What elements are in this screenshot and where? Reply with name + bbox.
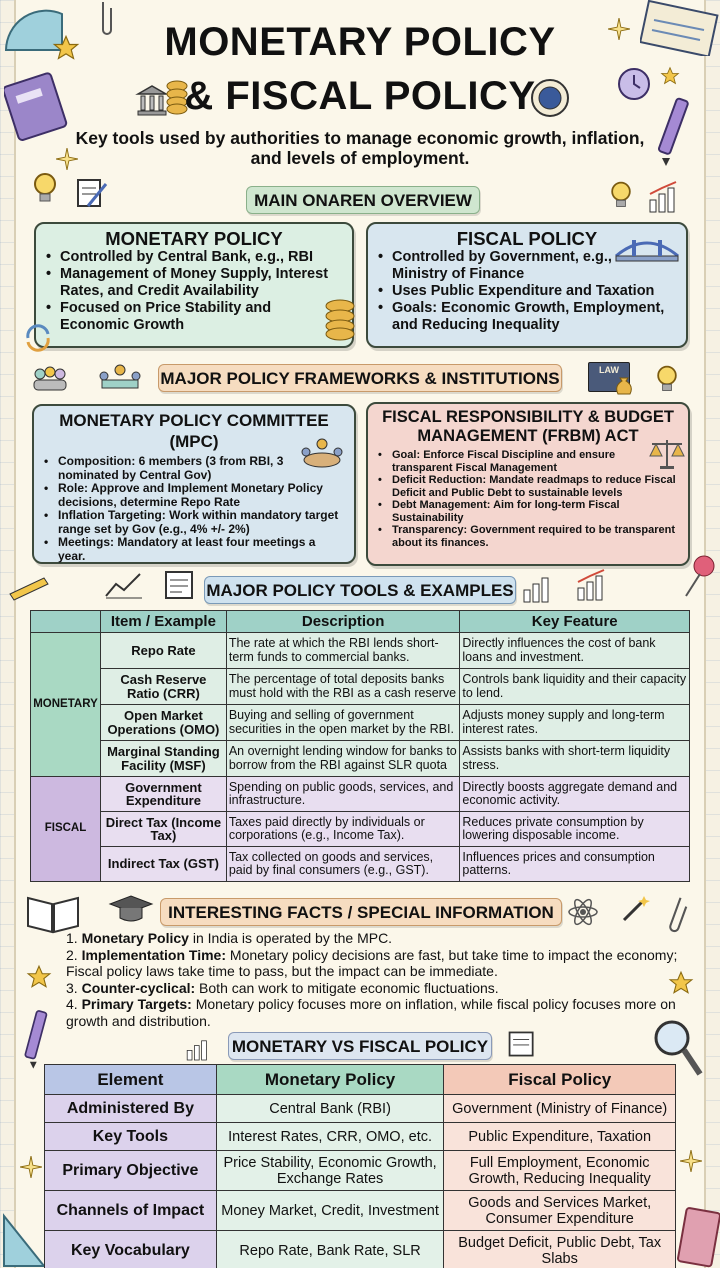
monetary-overview-title: MONETARY POLICY [105,228,283,249]
table-cell: Cash Reserve Ratio (CRR) [100,669,226,705]
table-cell: Taxes paid directly by individuals or corporations (e.g., Income Tax). [226,812,460,847]
table-cell: Central Bank (RBI) [216,1095,444,1123]
frbm-title-line-1: FISCAL RESPONSIBILITY & BUDGET [382,408,674,426]
table-cell: Spending on public goods, services, and infrastructure. [226,777,460,812]
facts-list [66,930,700,1029]
table-row [31,705,690,741]
bridge-icon [614,228,680,268]
people-group-icon [30,364,70,392]
monetary-overview-card [34,222,354,348]
list-item: 1. Monetary Policy in India is operated by the MPC. [66,930,393,946]
table-row [31,669,690,705]
table-header: Description [226,611,460,633]
list-item: • Goals: Economic Growth, Employment, and Reducing Inequality [378,300,676,334]
list-item: • Inflation Targeting: Work within mandatory target range set by Gov (e.g., 4% +/- 2%) [44,509,344,536]
table-cell: Public Expenditure, Taxation [444,1123,676,1151]
page-title-line-1: MONETARY POLICY [164,20,556,64]
table-row [31,741,690,777]
refresh-arrows-icon [22,322,54,354]
notepad-icon [506,1028,538,1060]
notepad-icon [162,568,198,602]
table-cell: Marginal Standing Facility (MSF) [100,741,226,777]
star-icon [26,964,52,990]
table-row [31,812,690,847]
table-cell: Government Expenditure [100,777,226,812]
frbm-title-line-2: MANAGEMENT (FRBM) ACT [417,427,639,445]
list-item: • Uses Public Expenditure and Taxation [378,283,676,300]
table-header: Element [45,1065,217,1095]
law-book-label: LAW [599,365,619,375]
table-cell: Influences prices and consumption patterns. [460,847,690,882]
table-cell: Controls bank liquidity and their capacity to lend. [460,669,690,705]
fiscal-category-cell: FISCAL [31,777,101,882]
meeting-table-icon [96,362,144,398]
table-cell: Indirect Tax (GST) [100,847,226,882]
scales-icon [648,436,686,470]
table-cell: Budget Deficit, Public Debt, Tax Slabs [444,1231,676,1268]
table-cell: Directly boosts aggregate demand and economic activity. [460,777,690,812]
table-row [45,1095,676,1123]
bar-chart-icon [574,566,614,604]
bar-chart-icon [184,1034,216,1062]
list-item: 3. Counter-cyclical: Both can work to mitigate economic fluctuations. [66,979,499,996]
money-bag-icon [612,372,636,396]
notebook-icon [676,1206,720,1268]
table-cell: The rate at which the RBI lends short-term funds to commercial banks. [226,633,460,669]
pencil-icon [8,574,52,602]
comparison-banner: MONETARY VS FISCAL POLICY [228,1032,492,1060]
graduation-cap-icon [108,892,154,924]
table-cell: Repo Rate [100,633,226,669]
table-cell: Assists banks with short-term liquidity stress. [460,741,690,777]
list-item: • Meetings: Mandatory at least four meetings a year. [44,536,344,563]
frbm-card [366,402,690,566]
lightbulb-icon [28,170,62,206]
table-cell: Repo Rate, Bank Rate, SLR [216,1231,444,1268]
fiscal-overview-title: FISCAL POLICY [456,228,598,249]
sparkle-icon [20,1156,42,1178]
table-row [31,777,690,812]
table-cell: Direct Tax (Income Tax) [100,812,226,847]
monetary-category-cell: MONETARY [31,633,101,777]
table-header: Fiscal Policy [444,1065,676,1095]
table-row [31,847,690,882]
table-row [45,1123,676,1151]
table-cell: Buying and selling of government securities in the open market by the RBI. [226,705,460,741]
page-subtitle: Key tools used by authorities to manage economic growth, inflation, and levels of employment. [75,128,645,168]
page-title-line-2: & FISCAL POLICY [184,74,536,118]
bar-chart-icon [646,180,686,214]
table-cell: Price Stability, Economic Growth, Exchange Rates [216,1151,444,1191]
list-item: • Goal: Enforce Fiscal Discipline and ensure transparent Fiscal Management [378,449,678,474]
table-cell: Channels of Impact [45,1191,217,1231]
sparkle-icon [680,1150,702,1172]
facts-banner: INTERESTING FACTS / SPECIAL INFORMATION [160,898,562,926]
table-cell: Government (Ministry of Finance) [444,1095,676,1123]
table-header: Item / Example [100,611,226,633]
list-item: • Management of Money Supply, Interest Rates, and Credit Availability [46,266,342,300]
table-row [45,1191,676,1231]
table-cell: Open Market Operations (OMO) [100,705,226,741]
ruler-triangle-icon [0,1212,48,1268]
mpc-card [32,404,356,564]
table-cell: Key Tools [45,1123,217,1151]
table-cell: Primary Objective [45,1151,217,1191]
table-cell: Key Vocabulary [45,1231,217,1268]
table-header: Monetary Policy [216,1065,444,1095]
list-item: • Composition: 6 members (3 from RBI, 3 nominated by Central Gov) [44,455,344,482]
pushpin-icon [678,552,718,600]
table-cell: Tax collected on goods and services, paid by final consumers (e.g., GST). [226,847,460,882]
table-cell: Administered By [45,1095,217,1123]
table-cell: Adjusts money supply and long-term interest rates. [460,705,690,741]
table-header-blank [31,611,101,633]
list-item: • Debt Management: Aim for long-term Fiscal Sustainability [378,499,678,524]
overview-banner: MAIN ONAREN OVERVIEW [246,186,480,214]
table-row [45,1231,676,1268]
list-item: • Role: Approve and Implement Monetary Policy decisions, determine Repo Rate [44,482,344,509]
table-cell: Money Market, Credit, Investment [216,1191,444,1231]
meeting-table-icon [296,436,348,472]
comparison-table [44,1064,676,1268]
list-item: • Transparency: Government required to be transparent about its finances. [378,524,678,549]
list-item: 2. Implementation Time: Monetary policy decisions are fast, but take time to impact the economy; Fiscal policy laws take time to pass, but the impact can be immediate. [66,946,678,979]
lightbulb-icon [652,362,682,396]
policy-tools-table [30,610,690,882]
table-header: Key Feature [460,611,690,633]
bar-chart-icon [520,570,560,604]
list-item: • Controlled by Government, e.g., Ministry of Finance [378,249,676,283]
tools-banner: MAJOR POLICY TOOLS & EXAMPLES [204,576,516,604]
coin-stack-icon [318,294,362,342]
table-row [31,633,690,669]
table-cell: Interest Rates, CRR, OMO, etc. [216,1123,444,1151]
atom-icon [566,896,600,928]
table-row [45,1151,676,1191]
list-item: • Deficit Reduction: Mandate readmaps to reduce Fiscal Deficit and Public Debt to sustainable levels [378,474,678,499]
list-item: 4. Primary Targets: Monetary policy focuses more on inflation, while fiscal policy focuses more on growth and distribution. [66,996,676,1029]
table-cell: The percentage of total deposits banks must hold with the RBI as a cash reserve [226,669,460,705]
table-cell: Reduces private consumption by lowering disposable income. [460,812,690,847]
table-cell: Full Employment, Economic Growth, Reducing Inequality [444,1151,676,1191]
table-cell: Directly influences the cost of bank loans and investment. [460,633,690,669]
table-cell: An overnight lending window for banks to borrow from the RBI against SLR quota [226,741,460,777]
clipboard-pen-icon [74,176,110,210]
list-item: • Controlled by Central Bank, e.g., RBI [46,249,342,266]
mpc-title: MONETARY POLICY COMMITTEE (MPC) [59,411,329,451]
lightbulb-icon [606,178,636,212]
table-cell: Goods and Services Market, Consumer Expenditure [444,1191,676,1231]
line-chart-icon [104,570,144,600]
list-item: • Focused on Price Stability and Economic Growth [46,300,342,334]
magic-wand-icon [620,894,650,924]
frameworks-banner: MAJOR POLICY FRAMEWORKS & INSTITUTIONS [158,364,562,392]
